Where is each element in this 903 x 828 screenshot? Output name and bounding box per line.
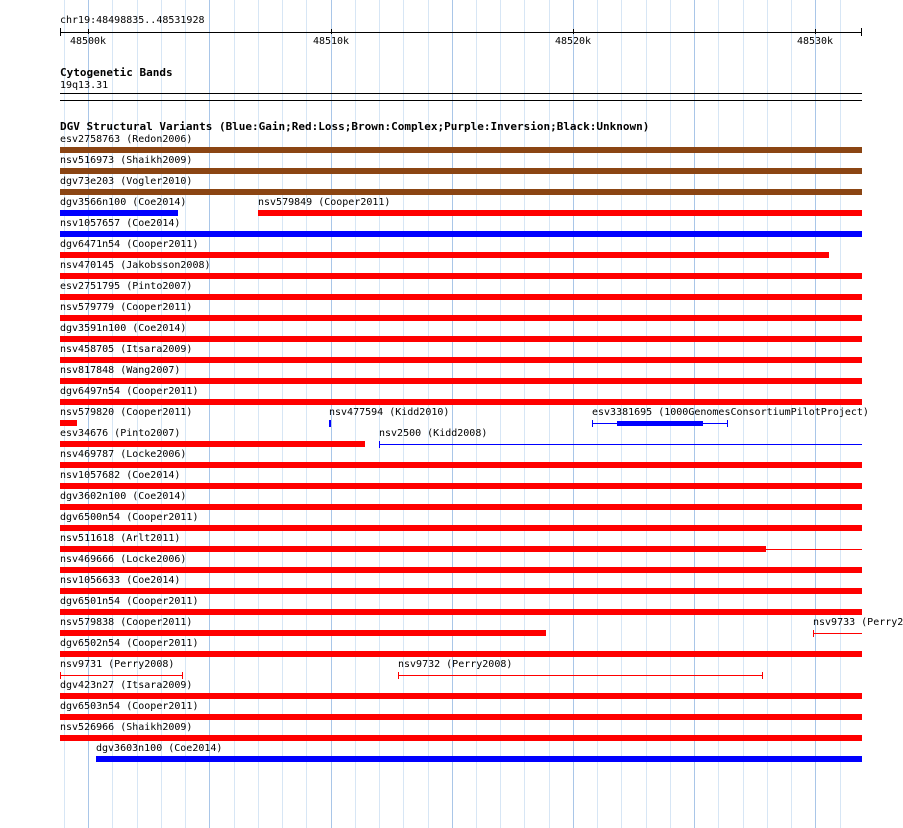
feature-label: esv2758763 (Redon2006) [60, 134, 193, 145]
ruler-axis [60, 32, 862, 33]
feature-endcap [592, 420, 593, 427]
feature-line [379, 444, 862, 445]
feature-label: dgv6500n54 (Cooper2011) [60, 512, 199, 523]
feature-bar [60, 651, 862, 657]
feature-label: nsv477594 (Kidd2010) [329, 407, 450, 418]
feature-bar [60, 168, 862, 174]
feature-bar [60, 609, 862, 615]
feature-line [766, 549, 862, 550]
ruler-tick [331, 29, 332, 34]
feature-bar [60, 147, 862, 153]
feature-label: dgv423n27 (Itsara2009) [60, 680, 193, 691]
feature-endcap [60, 672, 61, 679]
region-label: chr19:48498835..48531928 [60, 15, 205, 26]
feature-bar [60, 252, 829, 258]
feature-label: nsv9733 (Perry2 [813, 617, 903, 628]
feature-label: esv3381695 (1000GenomesConsortiumPilotProject) [592, 407, 869, 418]
feature-line [60, 675, 183, 676]
feature-line [813, 633, 862, 634]
ruler-tick [88, 29, 89, 34]
feature-bar [96, 756, 862, 762]
feature-bar [60, 504, 862, 510]
feature-label: nsv469787 (Locke2006) [60, 449, 187, 460]
feature-endcap [727, 420, 728, 427]
feature-label: nsv1056633 (Coe2014) [60, 575, 181, 586]
feature-bar [60, 567, 862, 573]
feature-bar [60, 441, 365, 447]
feature-label: dgv3602n100 (Coe2014) [60, 491, 187, 502]
cytoband-track-title: Cytogenetic Bands [60, 66, 173, 79]
ruler-left-end [60, 28, 61, 36]
ruler-right-end [861, 28, 862, 36]
feature-label: nsv1057657 (Coe2014) [60, 218, 181, 229]
feature-bar [60, 714, 862, 720]
feature-bar [60, 546, 766, 552]
feature-label: dgv73e203 (Vogler2010) [60, 176, 193, 187]
ruler-tick-label: 48500k [69, 36, 107, 47]
feature-label: nsv9732 (Perry2008) [398, 659, 513, 670]
feature-bar [60, 231, 862, 237]
dgv-track-title: DGV Structural Variants (Blue:Gain;Red:Loss;Brown:Complex;Purple:Inversion;Black:Unknown) [60, 120, 650, 133]
feature-bar [60, 273, 862, 279]
feature-label: nsv579838 (Cooper2011) [60, 617, 193, 628]
feature-bar [60, 294, 862, 300]
feature-label: nsv458705 (Itsara2009) [60, 344, 193, 355]
ruler-tick [573, 29, 574, 34]
feature-bar [258, 210, 862, 216]
ruler-tick [815, 29, 816, 34]
feature-label: dgv3591n100 (Coe2014) [60, 323, 187, 334]
feature-label: dgv6502n54 (Cooper2011) [60, 638, 199, 649]
feature-endcap [379, 441, 380, 448]
ruler-tick-label: 48530k [796, 36, 834, 47]
feature-label: dgv6497n54 (Cooper2011) [60, 386, 199, 397]
feature-label: esv34676 (Pinto2007) [60, 428, 181, 439]
feature-label: nsv511618 (Arlt2011) [60, 533, 181, 544]
feature-bar [60, 630, 546, 636]
feature-label: dgv6501n54 (Cooper2011) [60, 596, 199, 607]
feature-bar [60, 735, 862, 741]
feature-label: nsv526966 (Shaikh2009) [60, 722, 193, 733]
feature-line [398, 675, 763, 676]
feature-label: nsv516973 (Shaikh2009) [60, 155, 193, 166]
feature-label: nsv817848 (Wang2007) [60, 365, 181, 376]
feature-label: nsv2500 (Kidd2008) [379, 428, 488, 439]
feature-label: dgv3566n100 (Coe2014) [60, 197, 187, 208]
feature-label: nsv470145 (Jakobsson2008) [60, 260, 211, 271]
feature-label: nsv579779 (Cooper2011) [60, 302, 193, 313]
feature-label: nsv579849 (Cooper2011) [258, 197, 391, 208]
feature-point [329, 420, 331, 427]
feature-label: dgv6471n54 (Cooper2011) [60, 239, 199, 250]
feature-label: nsv9731 (Perry2008) [60, 659, 175, 670]
feature-bar [60, 357, 862, 363]
feature-bar [60, 588, 862, 594]
feature-bar [60, 315, 862, 321]
feature-label: nsv1057682 (Coe2014) [60, 470, 181, 481]
feature-core-bar [617, 421, 703, 426]
feature-bar [60, 378, 862, 384]
cytoband-line-top [60, 93, 862, 94]
feature-endcap [813, 630, 814, 637]
feature-bar [60, 336, 862, 342]
feature-bar [60, 210, 178, 216]
feature-bar [60, 462, 862, 468]
feature-label: dgv6503n54 (Cooper2011) [60, 701, 199, 712]
feature-bar [60, 420, 77, 426]
feature-bar [60, 483, 862, 489]
feature-label: nsv469666 (Locke2006) [60, 554, 187, 565]
cytoband-line-bottom [60, 100, 862, 101]
feature-label: esv2751795 (Pinto2007) [60, 281, 193, 292]
feature-bar [60, 189, 862, 195]
feature-bar [60, 525, 862, 531]
feature-endcap [182, 672, 183, 679]
feature-label: dgv3603n100 (Coe2014) [96, 743, 223, 754]
feature-bar [60, 399, 862, 405]
ruler-tick-label: 48510k [312, 36, 350, 47]
feature-bar [60, 693, 862, 699]
feature-label: nsv579820 (Cooper2011) [60, 407, 193, 418]
cytoband-label: 19q13.31 [60, 80, 109, 91]
ruler-tick-label: 48520k [554, 36, 592, 47]
feature-endcap [762, 672, 763, 679]
feature-endcap [398, 672, 399, 679]
